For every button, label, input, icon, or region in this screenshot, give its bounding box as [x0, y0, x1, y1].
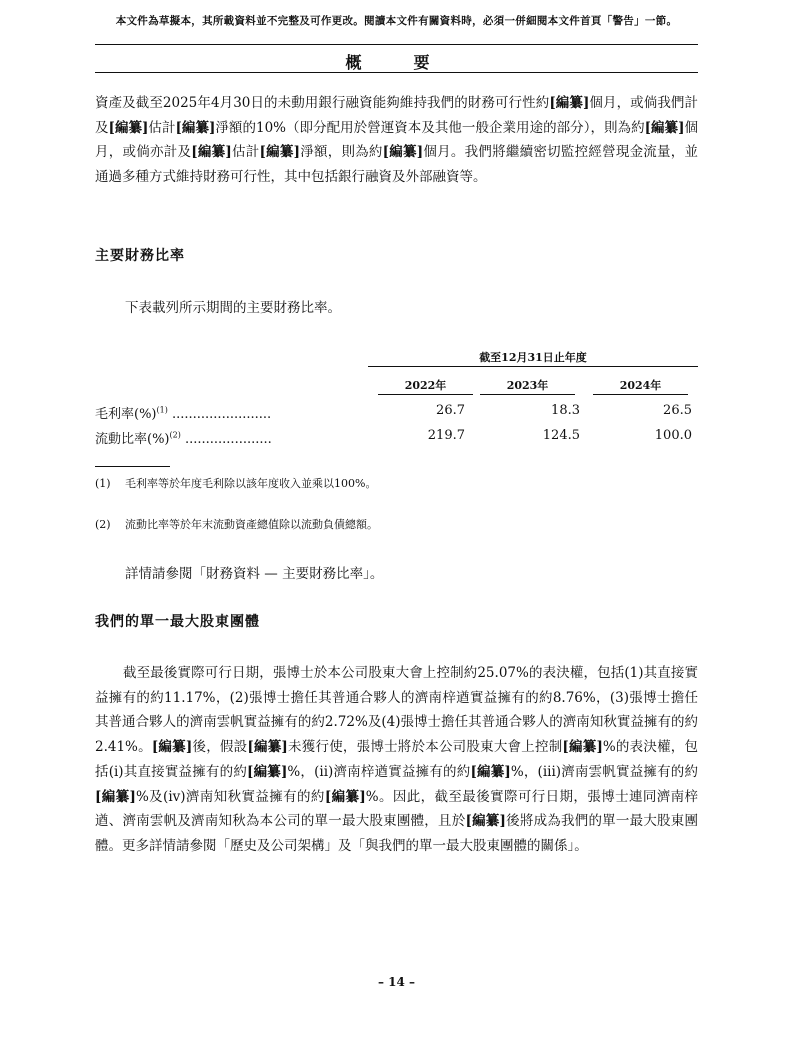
ratios-intro: 下表載列所示期間的主要財務比率。: [125, 300, 341, 316]
table-year-rule-2022: [378, 394, 473, 395]
header-rule-bottom: [95, 72, 698, 73]
table-cell: 26.7: [436, 403, 465, 418]
footnote-1: (1) 毛利率等於年度毛利除以該年度收入並乘以100%。: [95, 477, 377, 490]
shareholder-paragraph: 截至最後實際可行日期，張博士於本公司股東大會上控制約25.07%的表決權，包括(1)其直接實益擁有的約11.17%，(2)張博士擔任其普通合夥人的濟南梓遒實益擁有的約8.76%，(3)張博士擔任其普通合夥人的濟南雲帆實益擁有的約2.72%及(4)張博士擔任其普通合夥人的濟南知秋實益擁有的約2.41%。[編纂]後，假設[編纂]未獲行使，張博士將於本公司股東大會上控制[編纂]%的表決權，包括(i)其直接實益擁有的約[編纂]%，(ii)濟南梓遒實益擁有的約[編纂]%，(iii)濟南雲帆實益擁有的約[編纂]%及(iv)濟南知秋實益擁有的約[編纂]%。因此，截至最後實際可行日期，張博士連同濟南梓遒、濟南雲帆及濟南知秋為本公司的單一最大股東團體，且於[編纂]後將成為我們的單一最大股東團體。更多詳情請參閱「歷史及公司架構」及「與我們的單一最大股東團體的關係」。: [95, 665, 699, 854]
footnote-rule: [95, 466, 170, 467]
table-group-header: 截至12月31日止年度: [479, 351, 587, 364]
table-year-2023: 2023年: [506, 379, 549, 392]
header-rule-top: [95, 44, 698, 45]
table-year-rule-2024: [593, 394, 688, 395]
table-year-rule-2023: [480, 394, 575, 395]
table-cell: 124.5: [542, 428, 580, 443]
table-row-label-current-ratio: 流動比率(%)$^{(2)}$ .....................: [95, 430, 272, 447]
page-title: 概 要: [345, 53, 448, 72]
table-cell: 100.0: [654, 428, 692, 443]
section-heading-shareholder: 我們的單一最大股東團體: [95, 614, 260, 630]
section-heading-key-ratios: 主要財務比率: [95, 248, 185, 264]
table-cell: 18.3: [551, 403, 580, 418]
table-year-2024: 2024年: [619, 379, 662, 392]
page-number: – 14 –: [377, 975, 416, 989]
table-row-label-gross-margin: 毛利率(%)$^{(1)}$ ........................: [95, 405, 272, 422]
table-cell: 219.7: [427, 428, 465, 443]
draft-warning: 本文件為草擬本，其所載資料並不完整及可作更改。閱讀本文件有關資料時，必須一併細閱本文件首頁「警告」一節。: [115, 15, 678, 27]
see-more-ratios: 詳情請參閱「財務資料 — 主要財務比率」。: [125, 566, 384, 582]
table-year-2022: 2022年: [404, 379, 447, 392]
footnote-2: (2) 流動比率等於年末流動資產總值除以流動負債總額。: [95, 518, 378, 531]
liquidity-paragraph: 資產及截至2025年4月30日的未動用銀行融資能夠維持我們的財務可行性約[編纂]個月，或倘我們計及[編纂]估計[編纂]淨額的10%（即分配用於營運資本及其他一般企業用途的部分），則為約[編纂]個月，或倘亦計及[編纂]估計[編纂]淨額，則為約[編纂]個月。我們將繼續密切監控經營現金流量，並通過多種方式維持財務可行性，其中包括銀行融資及外部融資等。: [95, 95, 699, 186]
table-cell: 26.5: [663, 403, 692, 418]
table-group-rule: [368, 366, 698, 367]
